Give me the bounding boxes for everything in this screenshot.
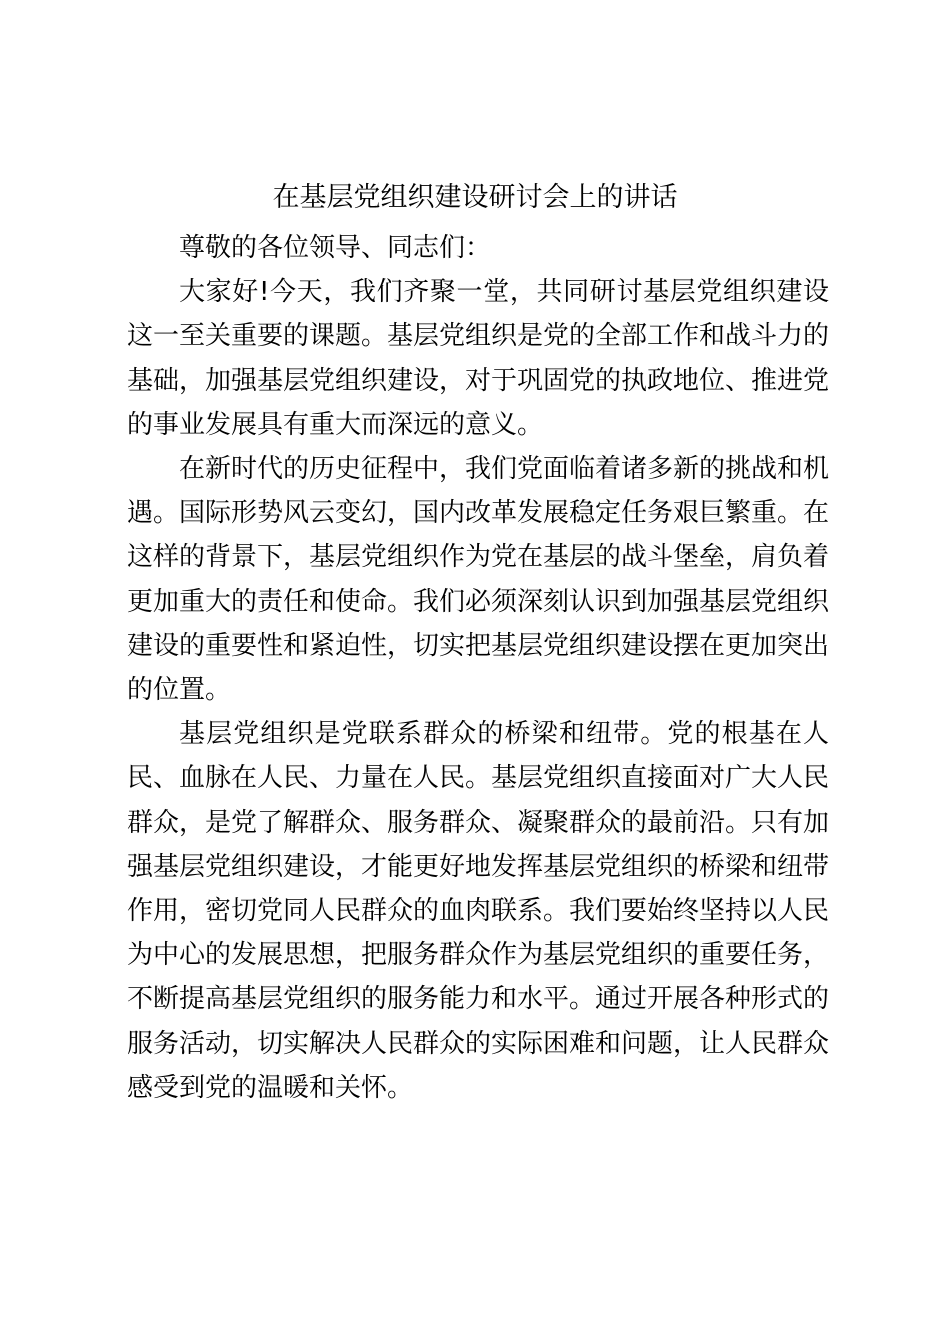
paragraph-3: 基层党组织是党联系群众的桥梁和纽带。党的根基在人民、血脉在人民、力量在人民。基层党组织直接面对广大人民群众，是党了解群众、服务群众、凝聚群众的最前沿。只有加强基层党组织建设，才能更好地发挥基层党组织的桥梁和纽带作用，密切党同人民群众的血肉联系。我们要始终坚持以人民为中心的发展思想，把服务群众作为基层党组织的重要任务，不断提高基层党组织的服务能力和水平。通过开展各种形式的服务活动，切实解决人民群众的实际困难和问题，让人民群众感受到党的温暖和关怀。 — [127, 719, 830, 1103]
paragraph-2: 在新时代的历史征程中，我们党面临着诸多新的挑战和机遇。国际形势风云变幻，国内改革发展稳定任务艰巨繁重。在这样的背景下，基层党组织作为党在基层的战斗堡垒，肩负着更加重大的责任和使命。我们必须深刻认识到加强基层党组织建设的重要性和紧迫性，切实把基层党组织建设摆在更加突出的位置。 — [127, 454, 830, 706]
salutation: 尊敬的各位领导、同志们： — [179, 233, 492, 263]
document-body — [127, 226, 829, 1110]
document-title: 在基层党组织建设研讨会上的讲话 — [272, 182, 678, 213]
paragraph-1: 大家好!今天，我们齐聚一堂，共同研讨基层党组织建设这一至关重要的课题。基层党组织是党的全部工作和战斗力的基础，加强基层党组织建设，对于巩固党的执政地位、推进党的事业发展具有重大而深远的意义。 — [127, 277, 830, 440]
